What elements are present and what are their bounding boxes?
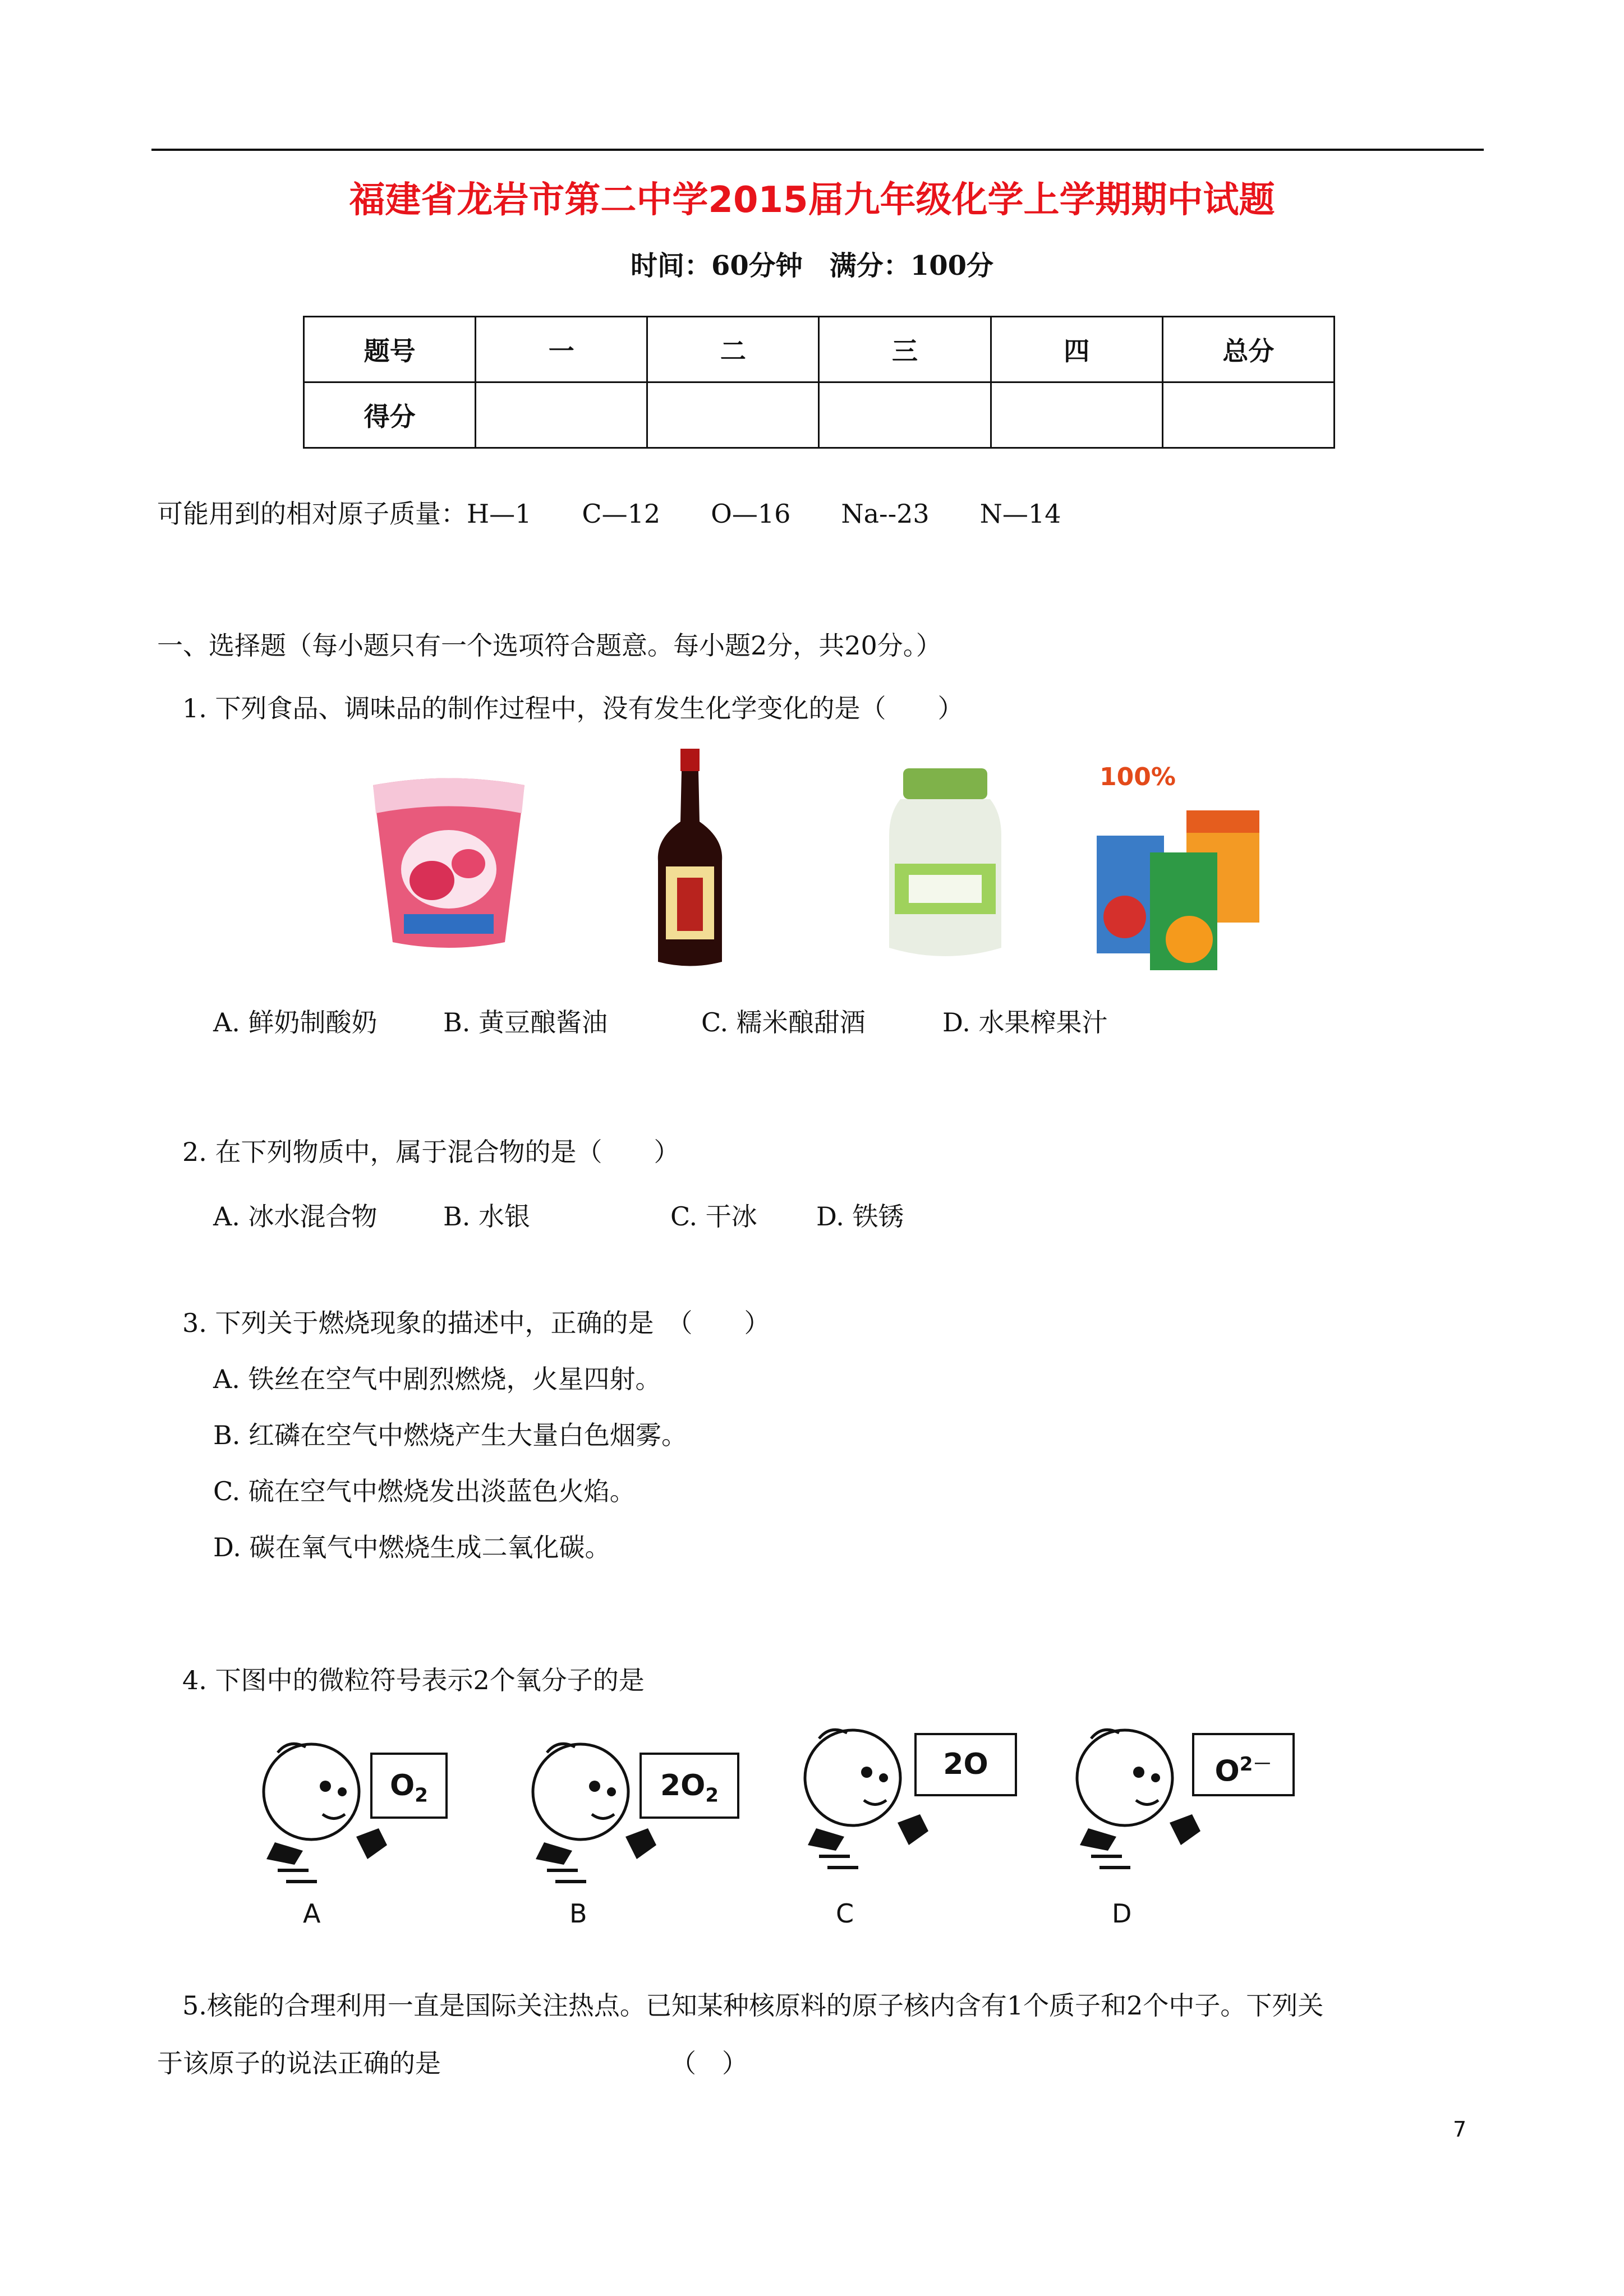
question-2-option-a[interactable]: A. 冰水混合物 [213, 1201, 378, 1232]
score-row-label: 得分 [304, 382, 476, 448]
question-3-option-b[interactable]: B. 红磷在空气中燃烧产生大量白色烟雾。 [213, 1420, 688, 1450]
figure-label-b[interactable]: B [569, 1898, 587, 1929]
formula-box-b [640, 1753, 739, 1819]
atomic-mass-item: O—16 [711, 499, 791, 529]
atomic-mass-item: C—12 [582, 499, 661, 529]
cartoon-figure-a [255, 1730, 390, 1898]
score-table-header-cell: 三 [819, 317, 991, 382]
question-2-option-b[interactable]: B. 水银 [443, 1201, 531, 1232]
atomic-mass-item: N—14 [979, 499, 1061, 529]
formula-box-a [370, 1753, 448, 1819]
question-3-stem: 3. 下列关于燃烧现象的描述中，正确的是 （ ） [182, 1308, 770, 1338]
figure-label-a[interactable]: A [303, 1898, 321, 1929]
question-5-line-2: 于该原子的说法正确的是 [157, 2048, 441, 2078]
page-number: 7 [1453, 2117, 1467, 2142]
score-cell[interactable] [476, 382, 647, 448]
score-table-header-cell: 总分 [1162, 317, 1334, 382]
formula-a-base: O [390, 1769, 415, 1802]
score-table-header-cell: 一 [476, 317, 647, 382]
score-table [303, 316, 1335, 449]
question-3-option-a[interactable]: A. 铁丝在空气中剧烈燃烧，火星四射。 [213, 1364, 661, 1394]
score-table-header-cell: 题号 [304, 317, 476, 382]
formula-box-d [1192, 1733, 1295, 1796]
formula-c-base: 2O [943, 1748, 988, 1781]
atomic-mass-item: H—1 [467, 499, 532, 529]
question-1-option-b[interactable]: B. 黄豆酿酱油 [443, 1007, 608, 1038]
question-3-option-d[interactable]: D. 碳在氧气中燃烧生成二氧化碳。 [213, 1532, 611, 1562]
atomic-mass-item: Na--23 [841, 499, 930, 529]
atomic-masses [157, 494, 1111, 531]
question-1-option-c[interactable]: C. 糯米酿甜酒 [701, 1007, 866, 1038]
formula-a-subscript: 2 [415, 1784, 428, 1807]
score-cell[interactable] [819, 382, 991, 448]
question-2-option-d[interactable]: D. 铁锈 [816, 1201, 904, 1232]
score-cell[interactable] [1162, 382, 1334, 448]
question-5-line-1: 5.核能的合理利用一直是国际关注热点。已知某种核原料的原子核内含有1个质子和2个中子。下列关 [182, 1990, 1324, 2021]
question-5-answer-paren: （ ） [670, 2048, 748, 2078]
formula-d-base: O [1214, 1754, 1240, 1788]
cartoon-figure-b [525, 1730, 659, 1898]
figure-label-d[interactable]: D [1112, 1898, 1132, 1929]
top-rule [151, 149, 1484, 151]
score-cell[interactable] [991, 382, 1162, 448]
score-table-header-cell: 二 [647, 317, 819, 382]
formula-d-superscript: 2－ [1239, 1753, 1272, 1776]
cartoon-figure-d [1069, 1716, 1203, 1884]
score-table-score-row [304, 382, 1335, 448]
atomic-masses-label: 可能用到的相对原子质量： [157, 499, 467, 529]
rice-wine-jar-image [886, 768, 1004, 965]
juice-brand-label: 100% [1099, 763, 1176, 791]
score-table-header-cell: 四 [991, 317, 1162, 382]
question-2-stem: 2. 在下列物质中，属于混合物的是（ ） [182, 1137, 680, 1167]
question-2-option-c[interactable]: C. 干冰 [670, 1201, 757, 1232]
score-table-header-row [304, 317, 1335, 382]
juice-boxes-image [1097, 760, 1271, 973]
question-1-option-a[interactable]: A. 鲜奶制酸奶 [213, 1007, 378, 1038]
yogurt-cup-image [365, 774, 533, 959]
question-1-option-d[interactable]: D. 水果榨果汁 [942, 1007, 1108, 1038]
formula-b-base: 2O [660, 1769, 706, 1802]
formula-b-subscript: 2 [705, 1784, 719, 1807]
question-3-option-c[interactable]: C. 硫在空气中燃烧发出淡蓝色火焰。 [213, 1476, 636, 1506]
cartoon-figure-c [797, 1716, 931, 1884]
soy-sauce-bottle-image [654, 749, 726, 970]
section-heading: 一、选择题（每小题只有一个选项符合题意。每小题2分，共20分。） [157, 630, 942, 661]
score-cell[interactable] [647, 382, 819, 448]
question-4-stem: 4. 下图中的微粒符号表示2个氧分子的是 [182, 1665, 645, 1695]
formula-box-c [914, 1733, 1017, 1796]
page-title: 福建省龙岩市第二中学2015届九年级化学上学期期中试题 [349, 179, 1275, 221]
exam-info: 时间：60分钟 满分：100分 [631, 250, 993, 282]
question-1-stem: 1. 下列食品、调味品的制作过程中，没有发生化学变化的是（ ） [182, 693, 964, 723]
figure-label-c[interactable]: C [836, 1898, 854, 1929]
